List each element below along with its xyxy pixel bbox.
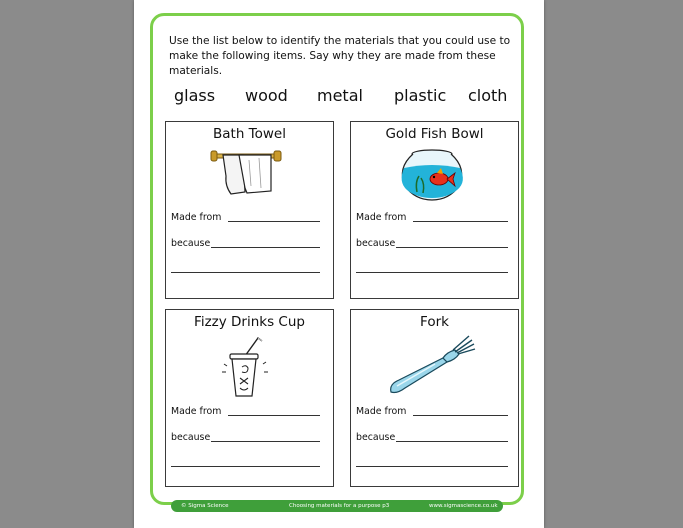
fork-icon — [385, 332, 480, 397]
made-from-label: Made from — [171, 212, 222, 223]
made-from-answer-line[interactable] — [413, 221, 508, 222]
footer-bar — [171, 500, 503, 512]
material-word: wood — [245, 86, 288, 105]
towel-rail-icon — [209, 148, 284, 198]
because-answer-line[interactable] — [396, 441, 508, 442]
drinks-cup-icon — [218, 334, 278, 399]
extra-answer-line[interactable] — [171, 466, 320, 467]
extra-answer-line[interactable] — [356, 466, 508, 467]
footer-website[interactable]: www.sigmascience.co.uk — [429, 503, 498, 509]
fish-bowl-icon — [395, 146, 470, 201]
material-word: metal — [317, 86, 363, 105]
item-box-fizzy-drinks-cup — [165, 309, 334, 487]
item-title: Gold Fish Bowl — [385, 126, 484, 142]
because-answer-line[interactable] — [211, 247, 320, 248]
material-word: plastic — [394, 86, 447, 105]
item-box-bath-towel — [165, 121, 334, 299]
instructions-text: Use the list below to identify the materials that you could use to make the following items. Say why they are made from these materials. — [169, 35, 511, 77]
because-label: because — [171, 432, 211, 443]
because-answer-line[interactable] — [211, 441, 320, 442]
because-label: because — [356, 238, 396, 249]
worksheet-page — [134, 0, 544, 528]
made-from-answer-line[interactable] — [228, 415, 320, 416]
footer-title: Choosing materials for a purpose p3 — [289, 503, 390, 509]
made-from-label: Made from — [356, 212, 407, 223]
made-from-label: Made from — [356, 406, 407, 417]
because-label: because — [356, 432, 396, 443]
because-answer-line[interactable] — [396, 247, 508, 248]
footer-copyright: © Sigma Science — [181, 503, 229, 509]
made-from-answer-line[interactable] — [228, 221, 320, 222]
material-word: glass — [174, 86, 216, 105]
extra-answer-line[interactable] — [171, 272, 320, 273]
made-from-answer-line[interactable] — [413, 415, 508, 416]
material-word: cloth — [468, 86, 508, 105]
item-title: Bath Towel — [213, 126, 286, 142]
made-from-label: Made from — [171, 406, 222, 417]
item-title: Fizzy Drinks Cup — [194, 314, 305, 330]
materials-list — [170, 86, 510, 108]
item-box-gold-fish-bowl — [350, 121, 519, 299]
extra-answer-line[interactable] — [356, 272, 508, 273]
item-box-fork — [350, 309, 519, 487]
because-label: because — [171, 238, 211, 249]
item-title: Fork — [420, 314, 449, 330]
